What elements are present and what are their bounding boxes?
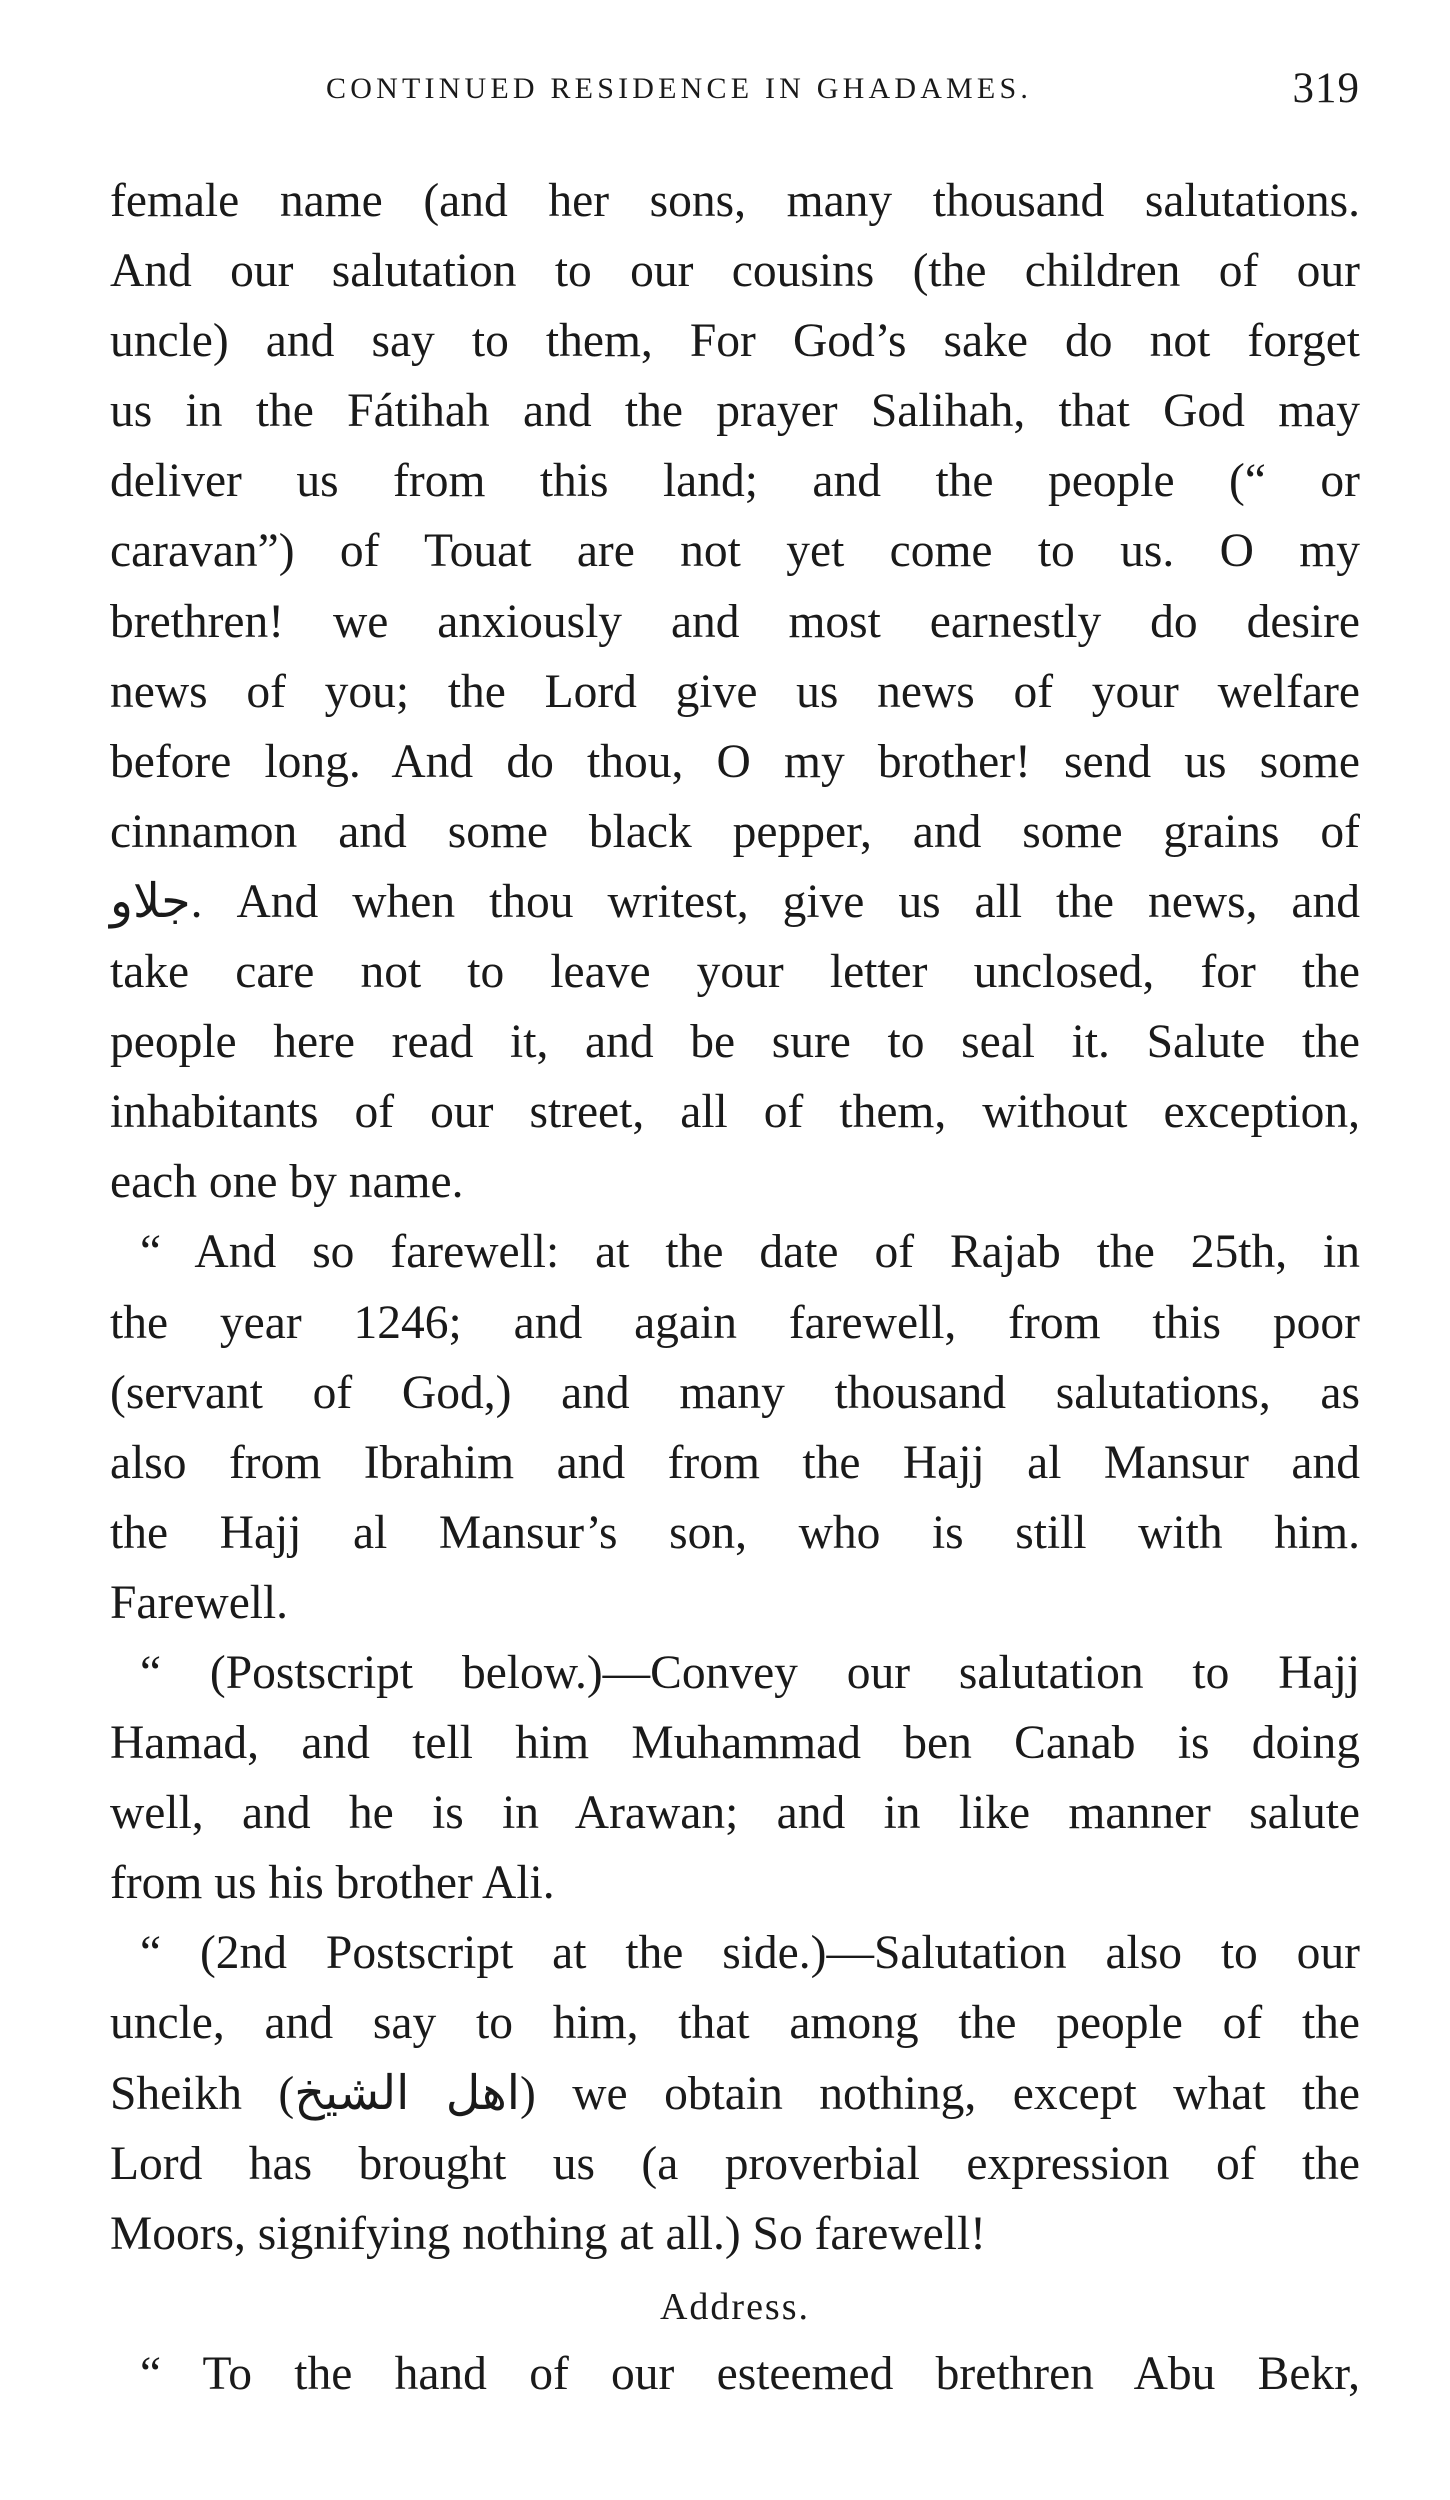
section-heading-address	[110, 2269, 1360, 2339]
text-line: (servant of God,) and many thousand salutations, as	[110, 1366, 1360, 1419]
text-line: “ And so farewell: at the date of Rajab the 25th, in	[140, 1226, 1360, 1279]
text-line: from us his brother Ali.	[110, 1857, 555, 1910]
text-line: the Hajj al Mansur’s son, who is still with him.	[110, 1506, 1360, 1559]
text-line: brethren! we anxiously and most earnestly do desire	[110, 595, 1360, 648]
text-line: uncle, and say to him, that among the people of the	[110, 1997, 1360, 2050]
text-line: Moors, signifying nothing at all.) So farewell!	[110, 2207, 986, 2260]
text-line: جلاو. And when thou writest, give us all the news, and	[110, 875, 1360, 928]
text-line: us in the Fátihah and the prayer Salihah, that God may	[110, 385, 1360, 438]
text-line: cinnamon and some black pepper, and some grains of	[110, 805, 1360, 858]
text-line: each one by name.	[110, 1156, 464, 1209]
text-line: well, and he is in Arawan; and in like manner salute	[110, 1787, 1360, 1840]
text-line: Hamad, and tell him Muhammad ben Canab is doing	[110, 1717, 1360, 1770]
text-line: “ (Postscript below.)—Convey our salutation to Hajj	[140, 1646, 1360, 1699]
text-line: female name (and her sons, many thousand salutations.	[110, 175, 1360, 227]
text-line: “ (2nd Postscript at the side.)—Salutation also to our	[140, 1927, 1360, 1980]
running-title: CONTINUED RESIDENCE IN GHADAMES.	[326, 72, 1033, 105]
text-line: uncle) and say to them, For God’s sake do not forget	[110, 315, 1360, 368]
address-heading-text: Address.	[659, 2285, 811, 2328]
text-line: caravan”) of Touat are not yet come to us. O my	[110, 525, 1360, 578]
text-line: news of you; the Lord give us news of your welfare	[110, 665, 1360, 718]
text-line: Sheikh (اهل الشيخ) we obtain nothing, except what the	[110, 2067, 1361, 2120]
text-line: “ To the hand of our esteemed brethren Abu Bekr,	[140, 2347, 1360, 2400]
running-head	[110, 64, 1360, 124]
text-line: Farewell.	[110, 1576, 289, 1629]
text-line: take care not to leave your letter unclosed, for the	[110, 946, 1360, 999]
text-line: also from Ibrahim and from the Hajj al Mansur and	[110, 1436, 1360, 1489]
text-line: deliver us from this land; and the people (“ or	[110, 455, 1360, 508]
body-text	[110, 166, 1360, 2409]
text-line: inhabitants of our street, all of them, without exception,	[110, 1086, 1360, 1139]
text-line: Lord has brought us (a proverbial expression of the	[110, 2137, 1360, 2190]
text-line: people here read it, and be sure to seal it. Salute the	[110, 1016, 1360, 1069]
text-line: And our salutation to our cousins (the children of our	[110, 245, 1360, 298]
text-line: the year 1246; and again farewell, from this poor	[110, 1296, 1360, 1349]
page-number: 319	[1292, 65, 1360, 112]
text-line: before long. And do thou, O my brother! send us some	[110, 735, 1360, 788]
